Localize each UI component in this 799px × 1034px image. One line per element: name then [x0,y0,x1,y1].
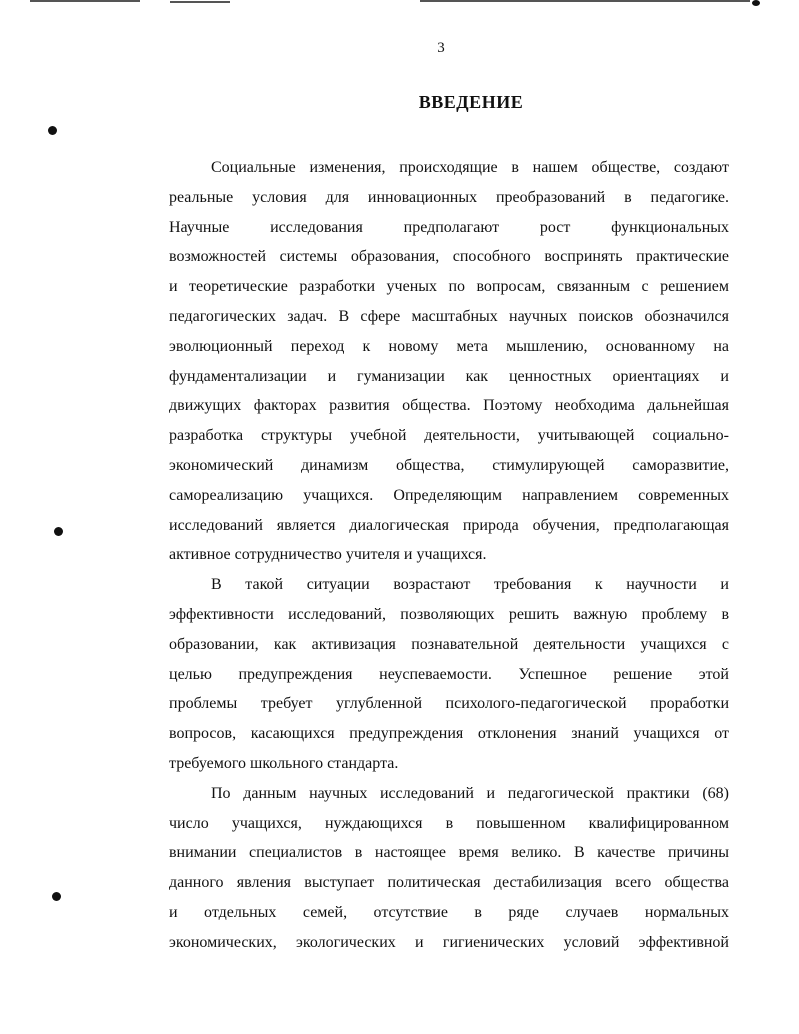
text-line: разработка структуры учебной деятельности, учитывающей социально- [169,427,729,445]
text-line: данного явления выступает политическая дестабилизация всего общества [169,874,729,892]
text-line: эффективности исследований, позволяющих решить важную проблему в [169,605,729,623]
page-title: ВВЕДЕНИЕ [418,92,524,112]
binder-hole-top [48,126,57,135]
document-body [169,153,729,958]
binder-hole-middle [54,527,63,536]
text-line: В такой ситуации возрастают требования к научности и [211,576,729,594]
text-line: Научные исследования предполагают рост функциональных [169,218,729,236]
text-line: проблемы требует углубленной психолого-педагогической проработки [169,695,729,713]
text-line: эволюционный переход к новому мета мышлению, основанному на [169,337,729,355]
text-line: требуемого школьного стандарта. [169,754,399,772]
text-line: экономический динамизм общества, стимулирующей саморазвитие, [169,456,729,474]
page-number: 3 [437,40,445,56]
text-line: самореализацию учащихся. Определяющим направлением современных [169,486,729,504]
text-line: число учащихся, нуждающихся в повышенном квалифицированном [169,814,729,832]
text-line: и отдельных семей, отсутствие в ряде случаев нормальных [169,903,729,921]
text-line: внимании специалистов в настоящее время велико. В качестве причины [169,844,729,862]
corner-mark [752,0,760,6]
text-line: Социальные изменения, происходящие в нашем обществе, создают [211,159,729,176]
binder-hole-bottom [52,892,61,901]
text-line: образовании, как активизация познавательной деятельности учащихся с [169,635,729,653]
text-line: вопросов, касающихся предупреждения отклонения знаний учащихся от [169,725,729,743]
text-line: движущих факторах развития общества. Поэтому необходима дальнейшая [169,397,729,415]
text-line: реальные условия для инновационных преобразований в педагогике. [169,188,729,206]
paragraph [169,570,729,779]
text-line: целью предупреждения неуспеваемости. Успешное решение этой [169,665,729,683]
text-line: экономических, экологических и гигиенических условий эффективной [169,933,729,951]
paragraph [169,779,729,958]
text-line: По данным научных исследований и педагогической практики (68) [211,784,729,802]
text-line: возможностей системы образования, способного воспринять практические [169,248,729,266]
text-line: педагогических задач. В сфере масштабных научных поисков обозначился [169,307,729,325]
text-line: фундаментализации и гуманизации как ценностных ориентациях и [169,367,729,385]
scan-edge-artifact [0,0,799,8]
text-line: и теоретические разработки ученых по вопросам, связанным с решением [169,278,729,296]
paragraph [169,153,729,570]
text-line: активное сотрудничество учителя и учащихся. [169,546,487,564]
text-line: исследований является диалогическая природа обучения, предполагающая [169,516,729,534]
